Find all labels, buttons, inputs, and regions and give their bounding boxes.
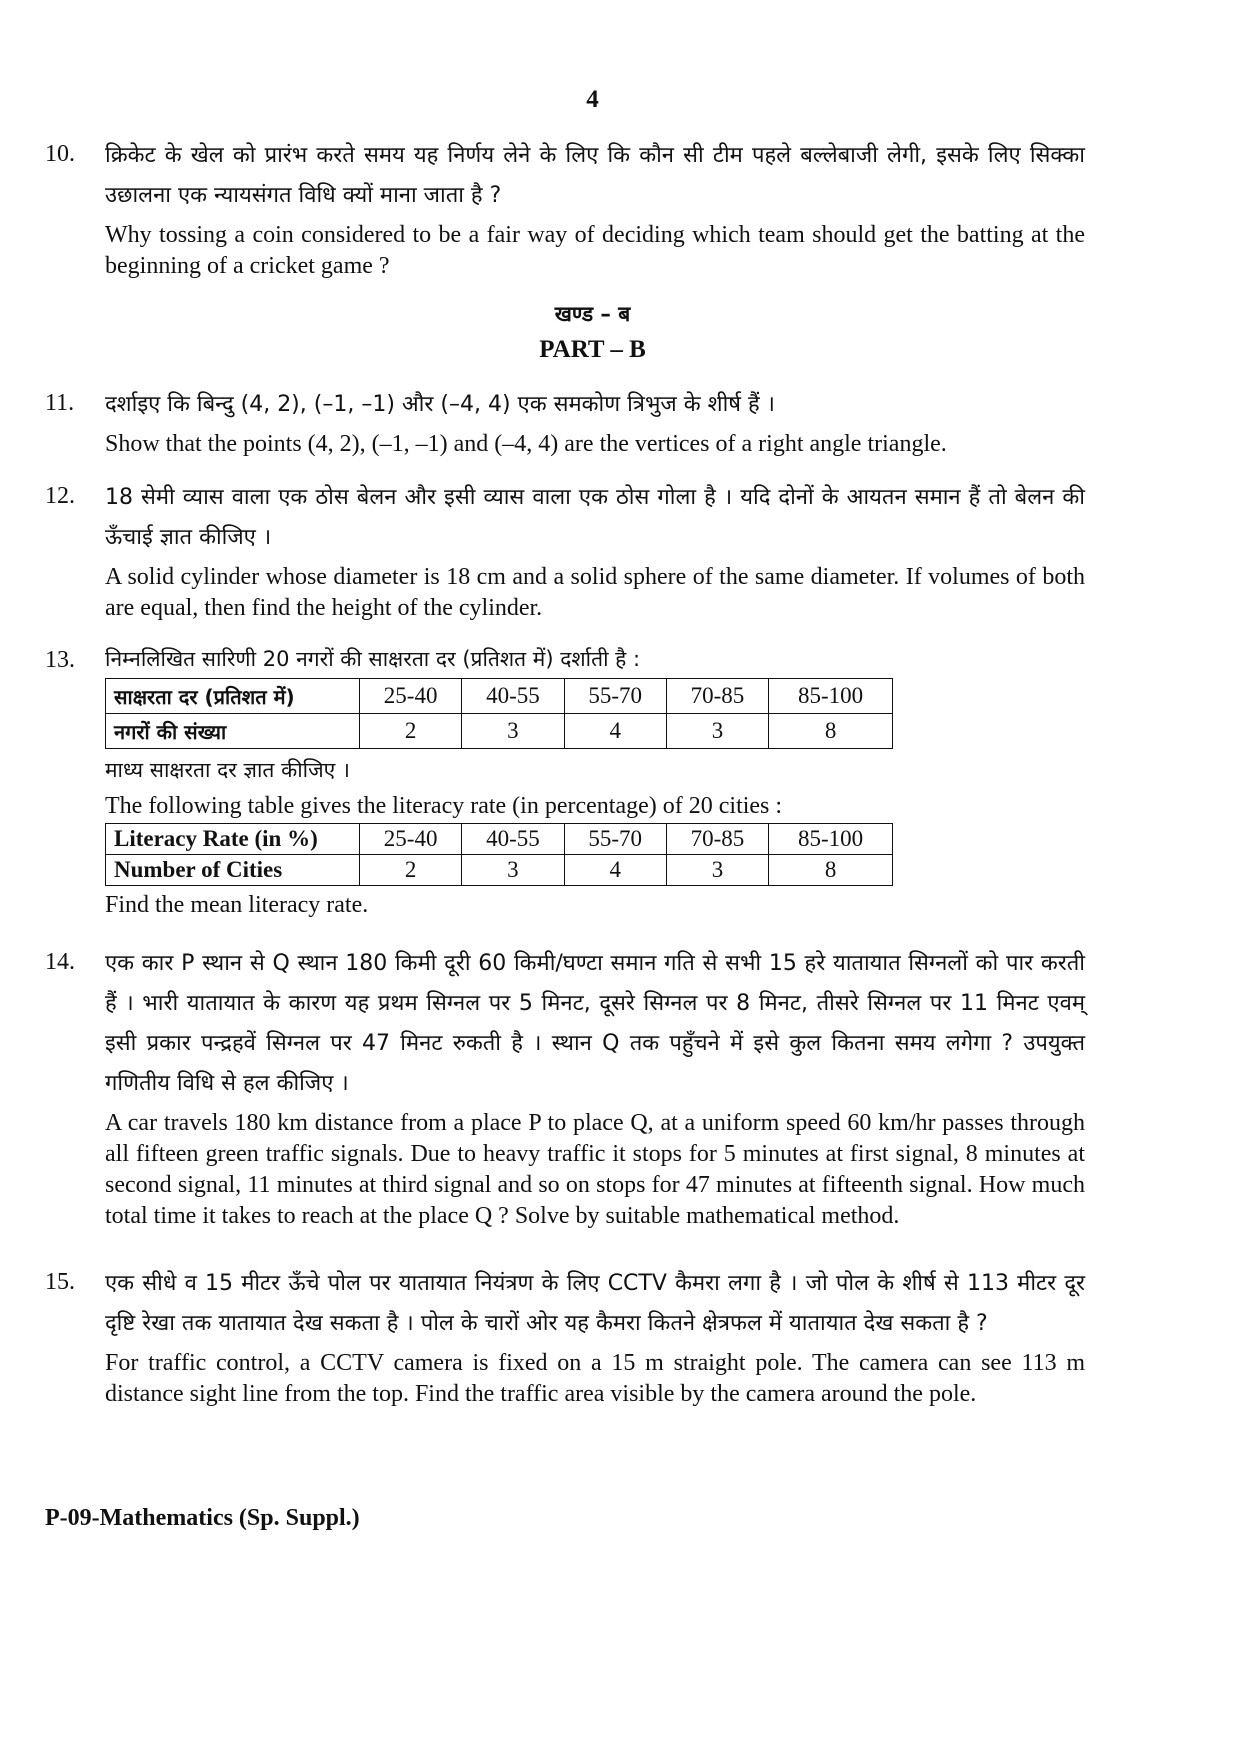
question-english-text: Why tossing a coin considered to be a fair way of deciding which team should get the batting at the beginning of a cricket game ? [105, 222, 1085, 279]
table-cell: 4 [564, 855, 666, 886]
question-hindi-intro: निम्नलिखित सारिणी 20 नगरों की साक्षरता दर (प्रतिशत में) दर्शाती है : [105, 647, 641, 671]
table-row-head: Literacy Rate (in %) [106, 824, 360, 855]
question-number: 11. [45, 390, 75, 416]
table-cell: 70-85 [666, 824, 768, 855]
table-cell: 55-70 [564, 679, 666, 714]
table-cell: 25-40 [360, 679, 462, 714]
question-hindi-text: क्रिकेट के खेल को प्रारंभ करते समय यह निर्णय लेने के लिए कि कौन सी टीम पहले बल्लेबाजी लेगी, इसके लिए सिक्का उछालना एक न्यायसंगत विधि क्यों माना जाता है ? [105, 143, 1085, 208]
table-row [106, 714, 893, 749]
table-cell: 85-100 [769, 824, 893, 855]
question-hindi-text: दर्शाइए कि बिन्दु (4, 2), (–1, –1) और (–4, 4) एक समकोण त्रिभुज के शीर्ष हैं । [105, 392, 776, 417]
question-english-text: For traffic control, a CCTV camera is fixed on a 15 m straight pole. The camera can see 113 m distance sight line from the top. Find the traffic area visible by the camera around the pole. [105, 1350, 1085, 1407]
question-english-text: A solid cylinder whose diameter is 18 cm and a solid sphere of the same diameter. If volumes of both are equal, then find the height of the cylinder. [105, 564, 1085, 621]
table-cell: 8 [769, 855, 893, 886]
table-cell: 3 [462, 855, 564, 886]
table-cell: 85-100 [769, 679, 893, 714]
question-number: 12. [45, 483, 75, 509]
table-row [106, 679, 893, 714]
table-row-head: Number of Cities [106, 855, 360, 886]
question-11 [45, 385, 1085, 460]
question-hindi-text: एक कार P स्थान से Q स्थान 180 किमी दूरी 60 किमी/घण्टा समान गति से सभी 15 हरे यातायात सिग्नलों को पार करती हैं । भारी यातायात के कारण यह प्रथम सिग्नल पर 5 मिनट, दूसरे सिग्नल पर 8 मिनट, तीसरे सिग्नल पर 11 मिनट एवम् इसी प्रकार पन्द्रहवें सिग्नल पर 47 मिनट रुकती है । स्थान Q तक पहुँचने में इसे कुल कितना समय लगेगा ? उपयुक्त गणितीय विधि से हल कीजिए । [105, 951, 1085, 1096]
question-number: 14. [45, 949, 75, 975]
question-number: 10. [45, 141, 75, 167]
question-english-text: Show that the points (4, 2), (–1, –1) and (–4, 4) are the vertices of a right angle triangle. [105, 431, 947, 457]
question-hindi-text: 18 सेमी व्यास वाला एक ठोस बेलन और इसी व्यास वाला एक ठोस गोला है । यदि दोनों के आयतन समान हैं तो बेलन की ऊँचाई ज्ञात कीजिए । [105, 485, 1085, 550]
question-english-intro: The following table gives the literacy rate (in percentage) of 20 cities : [105, 793, 783, 819]
question-english-text: A car travels 180 km distance from a place P to place Q, at a uniform speed 60 km/hr passes through all fifteen green traffic signals. Due to heavy traffic it stops for 5 minutes at first signal, 8 minutes at second signal, 11 minutes at third signal and so on stops for 47 minutes at fifteenth signal. How much total time it takes to reach at the place Q ? Solve by suitable mathematical method. [105, 1110, 1085, 1229]
table-cell: 3 [462, 714, 564, 749]
table-row [106, 824, 893, 855]
question-number: 13. [45, 647, 75, 673]
section-heading-english: PART – B [539, 336, 646, 363]
question-15 [45, 1264, 1085, 1410]
question-hindi-ask: माध्य साक्षरता दर ज्ञात कीजिए । [105, 758, 350, 782]
table-row-head: साक्षरता दर (प्रतिशत में) [106, 679, 360, 714]
table-cell: 3 [666, 714, 768, 749]
table-cell: 55-70 [564, 824, 666, 855]
question-14 [45, 944, 1085, 1232]
question-10 [45, 136, 1085, 282]
question-13 [45, 642, 1085, 920]
table-row-head: नगरों की संख्या [106, 714, 360, 749]
table-cell: 2 [360, 714, 462, 749]
question-12 [45, 478, 1085, 624]
literacy-table-hindi [105, 678, 893, 749]
table-cell: 2 [360, 855, 462, 886]
question-number: 15. [45, 1269, 75, 1295]
question-hindi-text: एक सीधे व 15 मीटर ऊँचे पोल पर यातायात नियंत्रण के लिए CCTV कैमरा लगा है । जो पोल के शीर्ष से 113 मीटर दूर दृष्टि रेखा तक यातायात देख सकता है । पोल के चारों ओर यह कैमरा कितने क्षेत्रफल में यातायात देख सकता है ? [105, 1271, 1085, 1336]
table-cell: 70-85 [666, 679, 768, 714]
section-heading-hindi: खण्ड – ब [554, 302, 631, 326]
page-number: 4 [586, 86, 599, 113]
table-cell: 3 [666, 855, 768, 886]
table-cell: 40-55 [462, 679, 564, 714]
table-cell: 8 [769, 714, 893, 749]
table-cell: 40-55 [462, 824, 564, 855]
question-english-ask: Find the mean literacy rate. [105, 892, 369, 918]
table-cell: 25-40 [360, 824, 462, 855]
paper-code-footer: P-09-Mathematics (Sp. Suppl.) [45, 1505, 360, 1531]
table-cell: 4 [564, 714, 666, 749]
table-row [106, 855, 893, 886]
literacy-table-english [105, 823, 893, 886]
